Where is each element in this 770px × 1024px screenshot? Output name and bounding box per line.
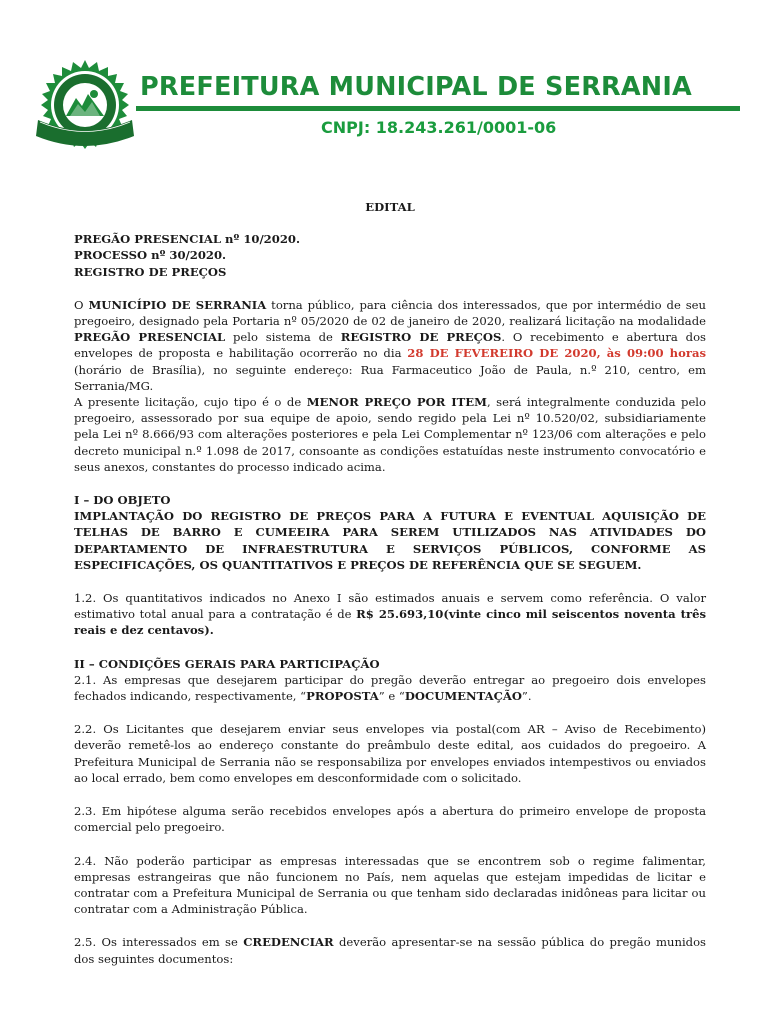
item-2-2: 2.2. Os Licitantes que desejarem enviar seus envelopes via postal(com AR – Aviso de Recebimento) deverão remetê-los ao endereço constante do preâmbulo deste edital, aos cuidados do pregoeiro. A Prefeitura Municipal de Serrania não se responsabiliza por envelopes enviados intempestivos ou enviados ao local errado, bem como envelopes em desconformidade com o solicitado.: [74, 722, 706, 785]
letterhead: [30, 58, 750, 158]
object-description: IMPLANTAÇÃO DO REGISTRO DE PREÇOS PARA A FUTURA E EVENTUAL AQUISIÇÃO DE TELHAS DE BARRO E CUMEEIRA PARA SEREM UTILIZADOS NAS ATIVIDADES DO DEPARTAMENTO DE INFRAESTRUTURA E SERVIÇOS PÚBLICOS, CONFORME AS ESPECIFICAÇÕES, OS QUANTITATIVOS E PREÇOS DE REFERÊNCIA QUE SE SEGUEM.: [74, 509, 706, 572]
session-date: 28 DE FEVEREIRO DE 2020, às 09:00 horas: [407, 346, 706, 361]
org-name: PREFEITURA MUNICIPAL DE SERRANIA: [140, 72, 692, 102]
cnpj-label: CNPJ: 18.243.261/0001-06: [321, 118, 557, 137]
doc-title: EDITAL: [365, 200, 415, 214]
item-2-4: 2.4. Não poderão participar as empresas interessadas que se encontrem sob o regime falimentar, empresas estrangeiras que não funcionem no País, nem aquelas que estejam impedidas de licitar e contratar com a Prefeitura Municipal de Serrania ou que tenham sido declaradas inidôneas para licitar ou contratar com a Administração Pública.: [74, 853, 706, 917]
header-divider: [136, 106, 740, 111]
municipal-seal-icon: [30, 58, 140, 158]
processo-number: PROCESSO nº 30/2020.: [74, 248, 227, 263]
section-2-heading: II – CONDIÇÕES GERAIS PARA PARTICIPAÇÃO: [74, 656, 380, 671]
item-1-2: 1.2. Os quantitativos indicados no Anexo I são estimados anuais e servem como referência. O valor estimativo total anual para a contratação é de R$ 25.693,10(vinte cinco mil seiscentos noventa três reais e dez centavos).: [74, 591, 707, 638]
item-2-3: 2.3. Em hipótese alguma serão recebidos envelopes após a abertura do primeiro envelope de proposta comercial pelo pregoeiro.: [74, 804, 706, 835]
item-2-1: 2.1. As empresas que desejarem participar do pregão deverão entregar ao pregoeiro dois envelopes fechados indicando, respectivamente, “PROPOSTA” e “DOCUMENTAÇÃO”.: [74, 672, 706, 704]
pregao-number: PREGÃO PRESENCIAL nº 10/2020.: [74, 232, 300, 247]
document-body: [74, 199, 706, 967]
intro-paragraph: O MUNICÍPIO DE SERRANIA torna público, para ciência dos interessados, que por intermédio de seu pregoeiro, designado pela Portaria nº 05/2020 de 02 de janeiro de 2020, realizará licitação na modalidade PREGÃO PRESENCIAL pelo sistema de REGISTRO DE PREÇOS. O recebimento e abertura dos envelopes de proposta e habilitação ocorrerão no dia 28 DE FEVEREIRO DE 2020, às 09:00 horas (horário de Brasília), no seguinte endereço: Rua Farmaceutico João de Paula, n.º 210, centro, em Serrania/MG.: [74, 297, 707, 393]
registro-label: REGISTRO DE PREÇOS: [74, 264, 227, 279]
section-1-heading: I – DO OBJETO: [74, 493, 171, 508]
item-2-5: 2.5. Os interessados em se CREDENCIAR deverão apresentar-se na sessão pública do pregão munidos dos seguintes documentos:: [74, 935, 706, 966]
intro-paragraph-2: A presente licitação, cujo tipo é o de MENOR PREÇO POR ITEM, será integralmente conduzida pelo pregoeiro, assessorado por sua equipe de apoio, sendo regido pela Lei nº 10.520/02, subsidiariamente pela Lei nº 8.666/93 com alterações posteriores e pela Lei Complementar nº 123/06 com alterações e pelo decreto municipal n.º 1.098 de 2017, consoante as condições estatuídas neste instrumento convocatório e seus anexos, constantes do processo indicado acima.: [74, 395, 706, 474]
